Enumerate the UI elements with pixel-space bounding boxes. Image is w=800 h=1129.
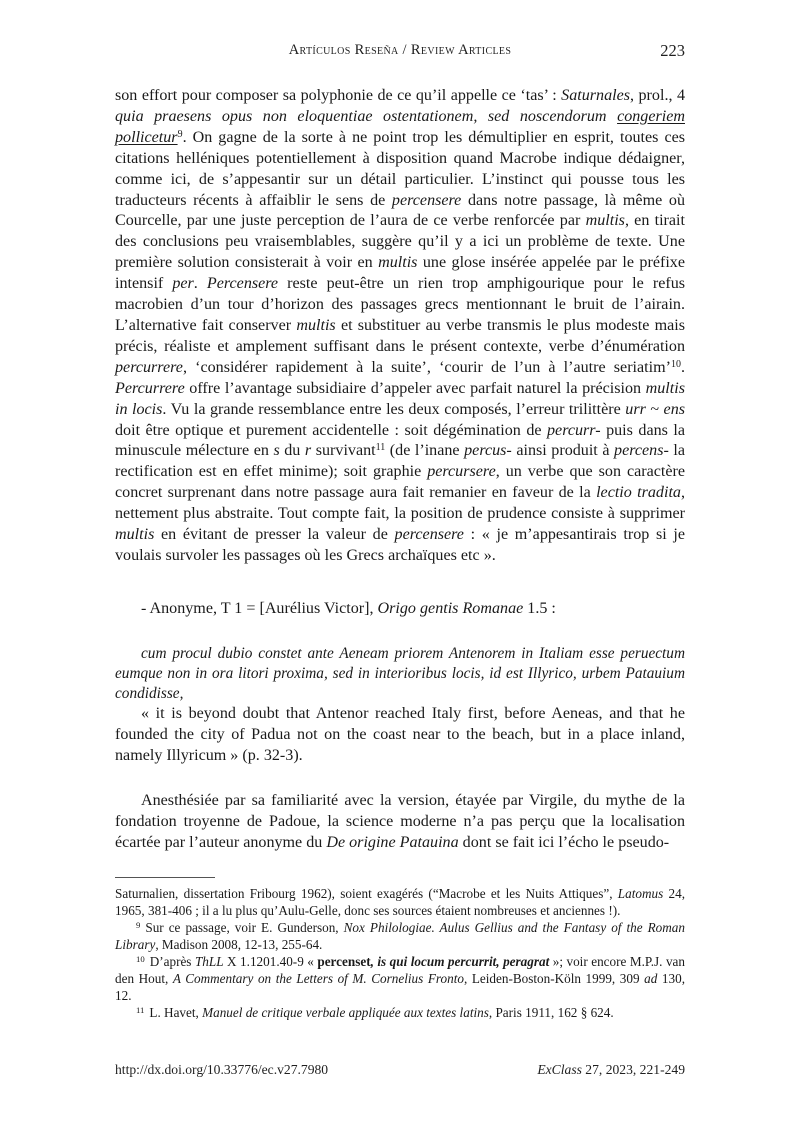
text-run: , ‘considérer rapidement à la suite’, ‘courir de l’un à l’autre seriatim’	[182, 358, 671, 376]
text-run: D’après	[149, 954, 195, 969]
page-footer	[115, 1062, 685, 1078]
journal-name: ExClass	[537, 1062, 582, 1077]
footnote-item-11	[115, 1004, 685, 1021]
italic-run: multis	[296, 316, 336, 334]
italic-run: De origine Patauina	[326, 833, 459, 851]
text-run: survivant	[311, 442, 376, 460]
text-run: .	[680, 358, 685, 376]
text-run: reste peut-être un rien trop amphigourique pour le refus macrobien d’un tour d’horizon des passages grecs mentionnant le bruit de l’airain. L’alternative fait conserver	[115, 275, 686, 334]
text-run: dont se fait ici l’écho le pseudo-	[458, 833, 670, 851]
running-head	[115, 42, 685, 86]
english-translation: « it is beyond doubt that Antenor reached Italy first, before Aeneas, and that he founded the city of Padua not on the coast near to the beach, but in a place inland, namely Illyricum » (p. 32-3).	[115, 705, 685, 765]
footnote-item-10	[115, 953, 685, 1004]
text-run: 1.5 :	[523, 599, 556, 617]
text-run: du	[279, 442, 305, 460]
italic-run: multis	[378, 254, 418, 272]
text-run: X 1.1201.40-9 «	[223, 954, 318, 969]
text-run: , Paris 1911, 162 § 624.	[488, 1005, 614, 1020]
italic-run: multis	[115, 526, 155, 544]
text-run: , en tirait des conclusions peu vraisemblables, suggère qu’il y a ici un problème de texte. Une première solution consisterait à voir en	[115, 212, 685, 272]
text-run: puis dans la minuscule mélecture en	[115, 421, 685, 460]
italic-run: Percurrere	[115, 379, 185, 397]
italic-run: percens-	[614, 442, 669, 460]
italic-run: ens	[663, 400, 685, 418]
italic-run: quia praesens opus non eloquentiae ostentationem, sed noscendorum	[115, 107, 618, 125]
italic-run: urr	[625, 400, 646, 418]
italic-run: multis	[585, 212, 625, 230]
text-run: .	[193, 275, 207, 293]
italic-run: Saturnales	[561, 87, 631, 104]
text-run: et substituer au verbe transmis le plus modeste mais précis, réaliste et amplement suffisant dans le présent contexte, verbe d’énumération	[115, 316, 685, 355]
text-run: Saturnalien, dissertation Fribourg 1962), soient exagérés (“Macrobe et les Nuits Attiques”,	[115, 886, 618, 901]
italic-run: percurr-	[547, 421, 601, 439]
footnote-ref-9[interactable]: 9	[177, 128, 183, 140]
italic-run: r	[304, 442, 312, 460]
footnotes-section	[115, 877, 685, 1021]
text-run: la rectification est en effet minime); soit graphie	[115, 442, 686, 481]
italic-run: lectio tradita	[596, 484, 681, 502]
footnote-ref-10[interactable]: 10	[671, 358, 681, 370]
italic-run: ad	[644, 971, 658, 986]
footnote-separator-rule	[115, 877, 215, 878]
page-number: 223	[660, 41, 685, 60]
text-run: Sur ce passage, voir E. Gunderson,	[145, 920, 344, 935]
text-run: ainsi produit à	[511, 442, 615, 460]
text-run: Anesthésiée par sa familiarité avec la version, étayée par Virgile, du mythe de la fondation troyenne de Padoue, la science moderne n’a pas perçu que la localisation écartée par l’auteur anonyme du	[115, 792, 685, 851]
footnote-continued	[115, 885, 685, 919]
italic-run: Nox Philologiae. Aulus Gellius and the Fantasy of the Roman Library	[115, 920, 685, 952]
text-run: doit être optique et purement accidentelle : soit dégémination de	[115, 421, 547, 439]
text-run: dans notre passage, là même où Courcelle, par une juste perception de l’aura de ce verbe renforcée par	[115, 191, 685, 230]
italic-run: per	[172, 275, 194, 293]
text-run: . On gagne de la sorte à ne point trop les démultiplier en esprit, toutes ces citations helléniques potentiellement à disposition quand Macrobe indique dédaigner, comme ici, de s’appesantir sur un détail particulier. L’instinct qui pousse tous les traducteurs récents à affaiblir le sens de	[115, 128, 685, 209]
text-run: en évitant de presser la valeur de	[154, 526, 395, 544]
bold-run: percenset	[317, 954, 371, 969]
doi-link[interactable]: http://dx.doi.org/10.33776/ec.v27.7980	[115, 1062, 329, 1077]
body-paragraph-2	[115, 791, 685, 854]
italic-run: Origo gentis Romanae	[377, 599, 524, 617]
italic-run: percurrere	[115, 358, 183, 376]
text-run: son effort pour composer sa polyphonie de ce qu’il appelle ce ‘tas’ :	[115, 87, 562, 104]
journal-issue: 27, 2023, 221-249	[581, 1062, 685, 1077]
body-paragraph-1	[115, 86, 685, 567]
italic-run: Latomus	[617, 886, 664, 901]
italic-run: percensere	[394, 526, 464, 544]
text-run: »; voir encore M.P.J. van den Hout,	[115, 954, 685, 986]
italic-run: Percensere	[206, 275, 279, 293]
text-run: , prol., 4	[630, 87, 685, 104]
journal-reference	[537, 1062, 685, 1078]
text-run: , un verbe que son caractère concret surprenant dans notre passage aura fait remanier en faveur de la	[115, 463, 685, 502]
text-run: (de l’inane	[385, 442, 465, 460]
italic-run: s	[273, 442, 280, 460]
italic-run: percus-	[464, 442, 512, 460]
italic-run: Manuel de critique verbale appliquée aux textes latins	[202, 1005, 489, 1020]
italic-run: percursere	[427, 463, 496, 481]
text-run: : « je m’appesantirais trop si je voulais survoler les passages où les Grecs archaïques etc ».	[115, 526, 685, 564]
spacer	[115, 620, 685, 644]
spacer	[115, 567, 685, 599]
footnote-marker: 9	[136, 919, 141, 930]
text-run: 130, 12.	[115, 971, 685, 1003]
italic-run: A Commentary on the Letters of M. Cornelius Fronto	[172, 971, 464, 986]
text-run: , Leiden-Boston-Köln 1999, 309	[463, 971, 645, 986]
text-run: , Madison 2008, 12-13, 255-64.	[155, 937, 323, 952]
spacer	[115, 767, 685, 791]
footnote-marker: 10	[136, 953, 145, 964]
text-run: - Anonyme, T 1 = [Aurélius Victor],	[141, 599, 378, 617]
italic-run: multis in locis	[115, 379, 685, 418]
text-run: L. Havet,	[149, 1005, 203, 1020]
italic-run: percensere	[391, 191, 462, 209]
footnote-item-9	[115, 919, 685, 953]
text-run: offre l’avantage subsidiaire d’appeler avec parfait naturel la précision	[184, 379, 646, 397]
underlined-run: congeriem pollicetur	[115, 107, 685, 146]
citation-heading	[115, 599, 685, 620]
footnote-ref-11[interactable]: 11	[375, 442, 386, 454]
latin-quotation: cum procul dubio constet ante Aeneam priorem Antenorem in Italiam esse peruectum eumque non in ora litori proxima, sed in interioribus locis, id est Illyrico, urbem Patauium condidisse,	[115, 644, 685, 703]
running-head-title: Artículos Reseña / Review Articles	[288, 42, 512, 58]
footnote-marker: 11	[136, 1004, 145, 1015]
text-run: 24, 1965, 381-406 ; il a lu plus qu’Aulu-Gelle, donc ses sources étaient nombreuses et anciennes !).	[115, 886, 685, 918]
italic-run: ThLL	[194, 954, 224, 969]
text-run: ~	[645, 400, 664, 418]
text-run: , nettement plus abstraite. Tout compte fait, la position de prudence consiste à supprimer	[115, 484, 685, 523]
page-content	[115, 0, 685, 854]
bold-italic-run: , is qui locum percurrit, peragrat	[370, 954, 550, 969]
text-run: une glose insérée appelée par le préfixe intensif	[115, 254, 685, 293]
text-run: . Vu la grande ressemblance entre les deux composés, l’erreur trilittère	[162, 400, 626, 418]
